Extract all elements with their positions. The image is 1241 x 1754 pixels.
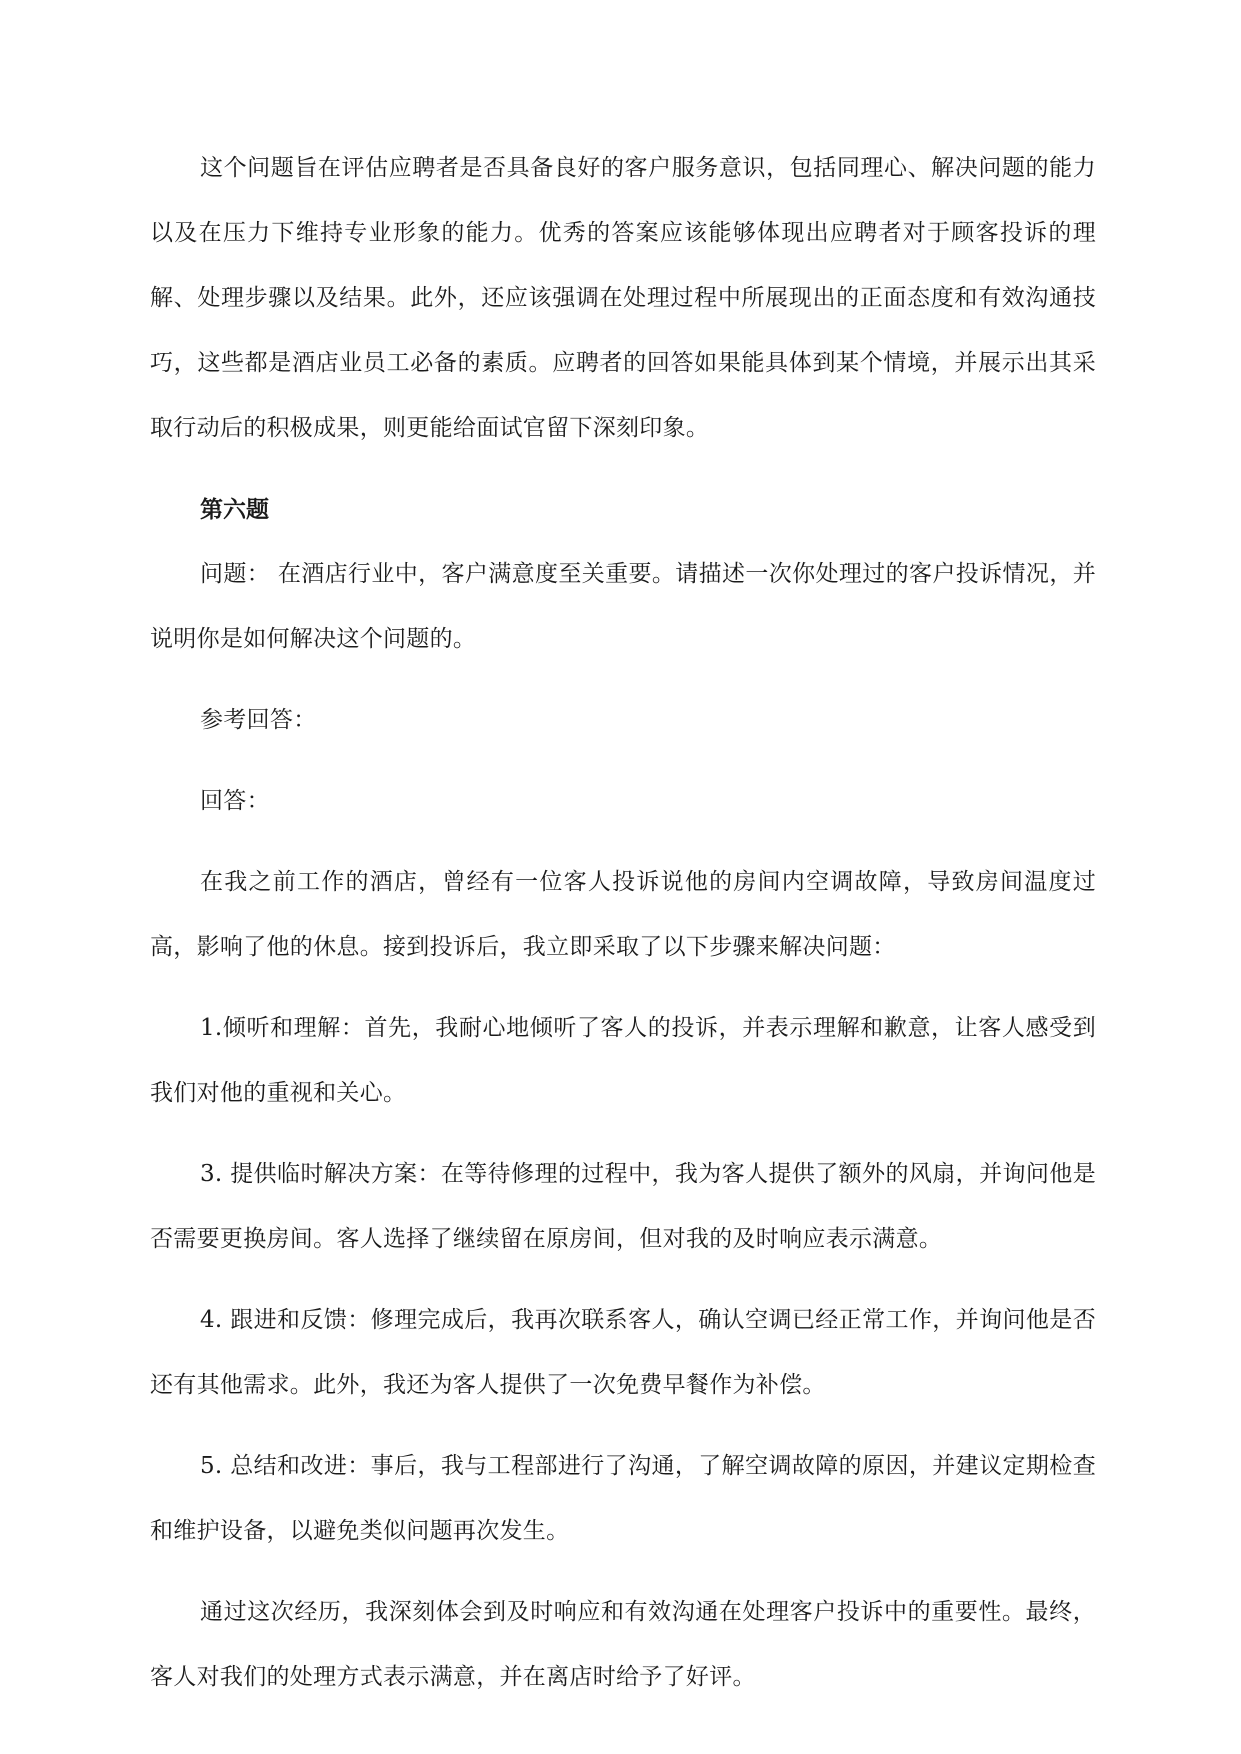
- intro-paragraph: 这个问题旨在评估应聘者是否具备良好的客户服务意识，包括同理心、解决问题的能力以及在压力下维持专业形象的能力。优秀的答案应该能够体现出应聘者对于顾客投诉的理解、处理步骤以及结果。此外，还应该强调在处理过程中所展现出的正面态度和有效沟通技巧，这些都是酒店业员工必备的素质。应聘者的回答如果能具体到某个情境，并展示出其采取行动后的积极成果，则更能给面试官留下深刻印象。: [150, 155, 1096, 441]
- question-paragraph: 问题： 在酒店行业中，客户满意度至关重要。请描述一次你处理过的客户投诉情况，并说明你是如何解决这个问题的。: [150, 561, 1096, 652]
- step-item-4: 4. 跟进和反馈：修理完成后，我再次联系客人，确认空调已经正常工作，并询问他是否还有其他需求。此外，我还为客人提供了一次免费早餐作为补偿。: [150, 1307, 1096, 1398]
- document-body: [150, 136, 1096, 1726]
- step-item-5: 5. 总结和改进：事后，我与工程部进行了沟通，了解空调故障的原因，并建议定期检查和维护设备，以避免类似问题再次发生。: [150, 1453, 1096, 1544]
- section-heading: 第六题: [200, 496, 269, 523]
- step-item-3: 3. 提供临时解决方案：在等待修理的过程中，我为客人提供了额外的风扇，并询问他是否需要更换房间。客人选择了继续留在原房间，但对我的及时响应表示满意。: [150, 1161, 1096, 1252]
- conclusion-paragraph: 通过这次经历，我深刻体会到及时响应和有效沟通在处理客户投诉中的重要性。最终，客人对我们的处理方式表示满意，并在离店时给予了好评。: [150, 1599, 1096, 1690]
- reference-label: 参考回答：: [200, 707, 317, 733]
- answer-intro-paragraph: 在我之前工作的酒店，曾经有一位客人投诉说他的房间内空调故障，导致房间温度过高，影响了他的休息。接到投诉后，我立即采取了以下步骤来解决问题：: [150, 869, 1096, 960]
- answer-label: 回答：: [200, 788, 270, 814]
- step-item-1: 1.倾听和理解：首先，我耐心地倾听了客人的投诉，并表示理解和歉意，让客人感受到我们对他的重视和关心。: [150, 1015, 1096, 1106]
